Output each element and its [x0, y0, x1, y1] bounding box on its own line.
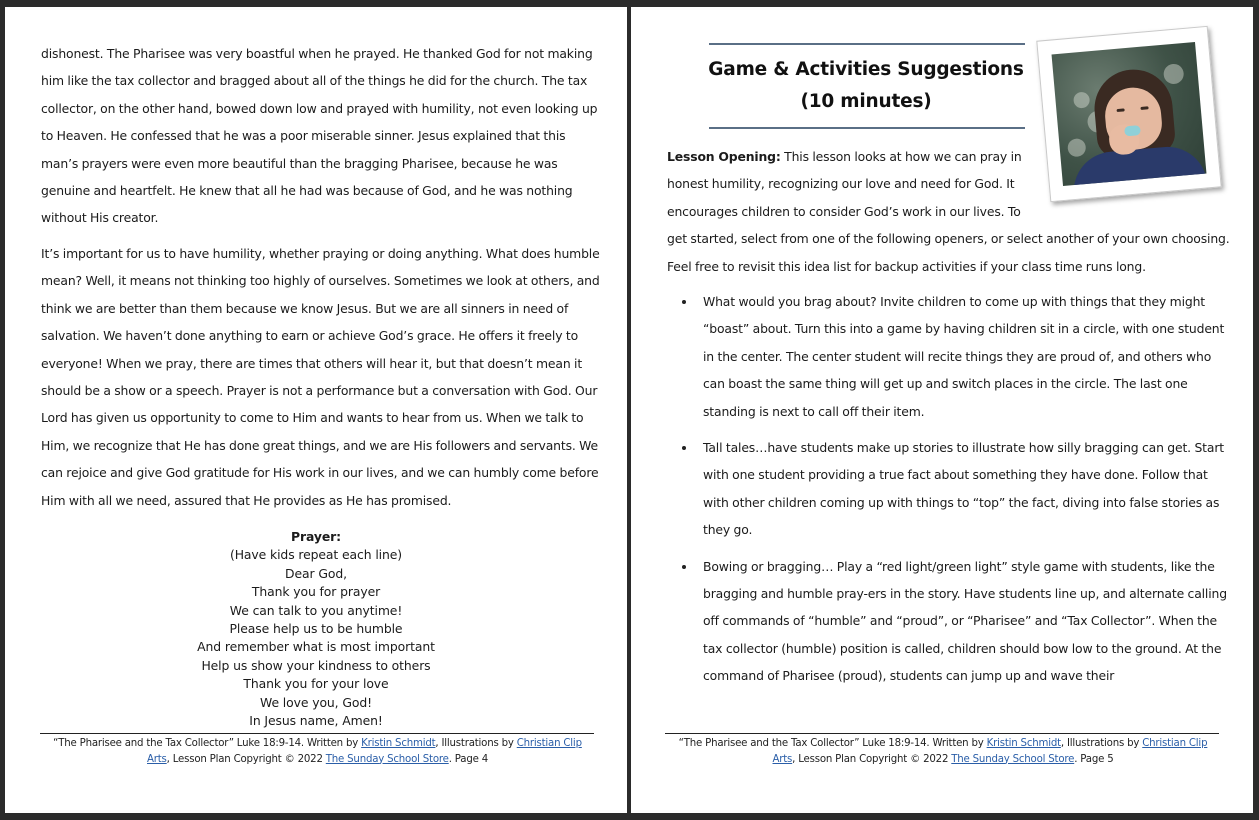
bullet-icon	[682, 446, 686, 450]
prayer-line: We can talk to you anytime!	[229, 602, 403, 618]
prayer-block	[41, 528, 591, 730]
prayer-line: In Jesus name, Amen!	[249, 713, 383, 729]
section-heading	[701, 54, 1031, 118]
page-footer	[45, 736, 590, 767]
illustrator-link[interactable]: Christian Clip Arts	[147, 738, 582, 765]
prayer-line: And remember what is most important	[197, 639, 435, 655]
heading-rule-top	[709, 43, 1025, 45]
prayer-title: Prayer:	[290, 529, 342, 544]
footer-text: , Lesson Plan Copyright © 2022	[792, 753, 952, 765]
author-link[interactable]: Kristin Schmidt	[361, 738, 436, 749]
prayer-line: Dear God,	[285, 565, 347, 581]
bubble	[1073, 91, 1090, 108]
prayer-line: Please help us to be humble	[229, 621, 403, 637]
heading-rule-bottom	[709, 127, 1025, 129]
bullet-icon	[682, 300, 686, 304]
author-link[interactable]: Kristin Schmidt	[986, 738, 1061, 749]
heading-duration: (10 minutes)	[800, 91, 932, 112]
footer-text: , Lesson Plan Copyright © 2022	[166, 753, 326, 765]
footer-text: , Illustrations by	[435, 738, 517, 749]
store-link[interactable]: The Sunday School Store	[951, 753, 1075, 765]
activity-item	[667, 553, 1227, 690]
footer-text: “The Pharisee and the Tax Collector” Luke 18:9-14. Written by	[53, 738, 362, 749]
footer-text: , Illustrations by	[1060, 738, 1143, 749]
activity-text: Bowing or bragging… Play a “red light/green light” style game with students, like the bragging and humble pray-ers in the story. Have students line up, and alternate calling off commands of “humble” and “proud”, or “Pharisee” and “Tax Collector”. When the tax collector (humble) position is called, children should bow low to the ground. At the command of Pharisee (proud), students can jump up and wave their	[703, 558, 1227, 684]
activity-item	[667, 434, 1227, 544]
footer-divider	[40, 733, 594, 734]
activity-item	[667, 288, 1227, 425]
activity-text: Tall tales…have students make up stories to illustrate how silly bragging can get. Start with one student providing a true fact about something they have done. Follow that with other children coming up with things to “top” the fact, diving into false stories as they go.	[703, 440, 1224, 538]
lesson-opening-text: This lesson looks at how we can pray in honest humility, recognizing our love and need for God. It encourages children to consider God’s work in our lives. To	[667, 149, 1022, 219]
prayer-line: (Have kids repeat each line)	[229, 547, 403, 563]
illustrator-link[interactable]: Christian Clip Arts	[772, 738, 1208, 765]
humility-paragraph: It’s important for us to have humility, whether praying or doing anything. What does humble mean? Well, it means not thinking too highly of ourselves. Sometimes we look at others, and think we are better than them because we know Jesus. But we are all sinners in need of salvation. We haven’t done anything to earn or achieve God’s grace. He offers it freely to everyone! When we pray, there are times that others will hear it, but that doesn’t mean it should be a show or a speech. Prayer is not a performance but a conversation with God. Our Lord has given us opportunity to come to Him and wants to hear from us. When we talk to Him, we recognize that He has done great things, and we are His followers and servants. We can rejoice and give God gratitude for His work in our lives, and we can humbly come before Him with all we need, assured that He provides as He has promised.	[41, 246, 600, 508]
lesson-opening-label: Lesson Opening:	[667, 149, 781, 164]
bubble	[1163, 63, 1185, 85]
store-link[interactable]: The Sunday School Store	[325, 753, 449, 765]
page-4	[5, 7, 627, 813]
activity-list	[667, 288, 1227, 699]
lesson-opening-text-continued: get started, select from one of the following openers, or select another of your own choosing. Feel free to revisit this idea list for backup activities if your class time runs long.	[667, 231, 1230, 274]
page-footer	[669, 736, 1217, 767]
prayer-line: Thank you for your love	[243, 676, 389, 692]
footer-text: “The Pharisee and the Tax Collector” Luke 18:9-14. Written by	[678, 738, 987, 749]
page-5	[631, 7, 1253, 813]
footer-divider	[665, 733, 1219, 734]
bullet-icon	[682, 565, 686, 569]
activity-text: What would you brag about? Invite children to come up with things that they might “boast” about. Turn this into a game by having children sit in a circle, with one student in the center. The center student will recite things they are proud of, and others who can boast the same thing will get up and switch places in the circle. The last one standing is next to call off their item.	[703, 294, 1225, 419]
prayer-line: We love you, God!	[260, 694, 372, 710]
page-number: . Page 5	[1074, 753, 1114, 765]
prayer-line: Thank you for prayer	[251, 584, 381, 600]
heading-title: Game & Activities Suggestions	[708, 59, 1024, 80]
prayer-line: Help us show your kindness to others	[201, 657, 431, 673]
lesson-opening	[667, 143, 1237, 280]
page-number: . Page 4	[448, 753, 488, 765]
story-paragraph: dishonest. The Pharisee was very boastful when he prayed. He thanked God for not making him like the tax collector and bragged about all of the things he did for the church. The tax collector, on the other hand, bowed down low and prayed with humility, not even looking up to Heaven. He confessed that he was a poor miserable sinner. Jesus explained that this man’s prayers were even more beautiful than the bragging Pharisee, because he was genuine and heartfelt. He knew that all he had was because of God, and he was nothing without His creator.	[41, 46, 598, 226]
